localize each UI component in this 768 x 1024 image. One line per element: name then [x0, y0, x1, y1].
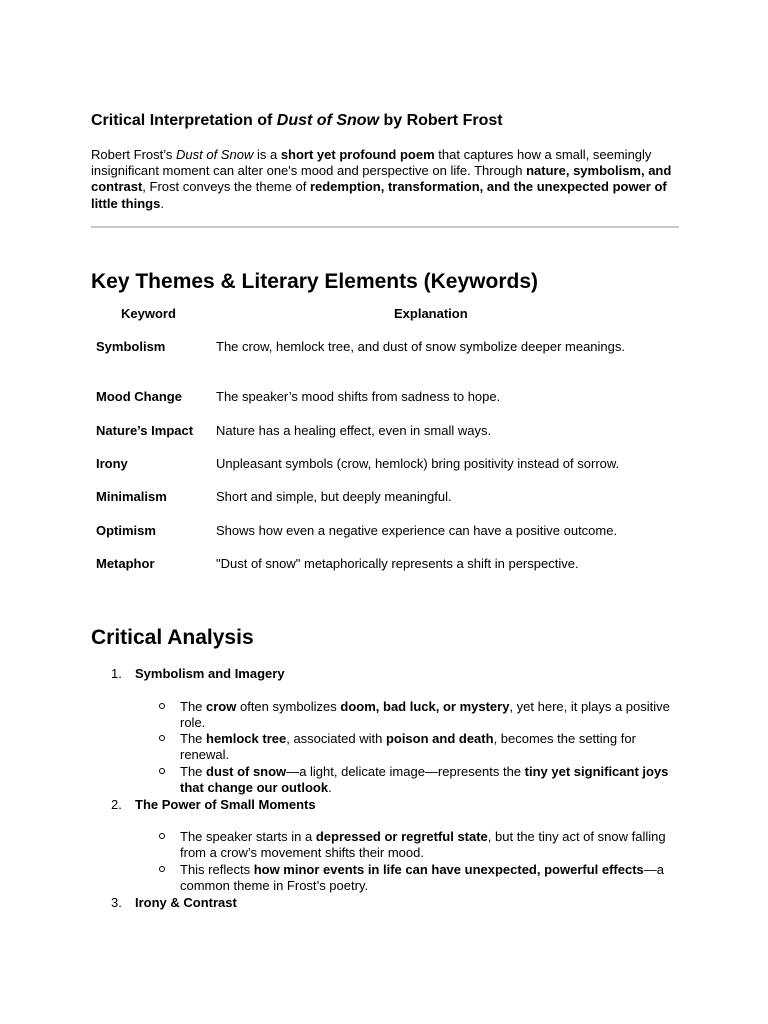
analysis-heading: Critical Analysis: [91, 626, 254, 649]
intro-text: , Frost conveys the theme of: [142, 179, 310, 195]
list-number: 3.: [111, 895, 122, 910]
circle-bullet-icon: [159, 768, 165, 774]
explanation-cell: "Dust of snow" metaphorically represents a shift in perspective.: [216, 556, 579, 571]
horizontal-divider: [91, 226, 679, 228]
keyword-cell: Metaphor: [96, 556, 155, 571]
intro-text: is a: [253, 147, 281, 162]
explanation-cell: Unpleasant symbols (crow, hemlock) bring positivity instead of sorrow.: [216, 456, 620, 471]
intro-emphasis: nature, symbolism, and contrast: [91, 163, 672, 195]
intro-emphasis: redemption, transformation, and the unexpected power of little things: [91, 179, 667, 211]
bullet-text: The hemlock tree, associated with poison and death, becomes the setting for renewal.: [180, 731, 636, 763]
bullet-text: The dust of snow—a light, delicate image—represents the tiny yet significant joys that change our outlook.: [180, 764, 669, 796]
circle-bullet-icon: [159, 866, 165, 872]
intro-text: that captures how a small, seemingly insignificant moment can alter one's mood and perspective on life. Through: [91, 147, 652, 179]
explanation-cell: The speaker’s mood shifts from sadness to hope.: [216, 389, 501, 404]
circle-bullet-icon: [159, 735, 165, 741]
title-suffix: by Robert Frost: [379, 112, 503, 129]
keyword-cell: Symbolism: [96, 339, 166, 354]
list-label: Symbolism and Imagery: [135, 666, 285, 681]
list-label: The Power of Small Moments: [135, 797, 316, 812]
explanation-cell: Shows how even a negative experience can have a positive outcome.: [216, 523, 618, 538]
document-title: [91, 111, 503, 131]
explanation-cell: Short and simple, but deeply meaningful.: [216, 489, 452, 504]
intro-work-title: Dust of Snow: [176, 147, 254, 162]
list-label: Irony & Contrast: [135, 895, 237, 910]
keyword-column-header: Keyword: [121, 306, 176, 321]
title-prefix: Critical Interpretation of: [91, 112, 277, 129]
circle-bullet-icon: [159, 703, 165, 709]
list-number: 1.: [111, 666, 122, 681]
explanation-cell: The crow, hemlock tree, and dust of snow symbolize deeper meanings.: [216, 339, 625, 354]
intro-text: Robert Frost’s: [91, 147, 177, 162]
circle-bullet-icon: [159, 833, 165, 839]
keyword-cell: Nature’s Impact: [96, 423, 194, 438]
bullet-text: This reflects how minor events in life can have unexpected, powerful effects—a common theme in Frost’s poetry.: [180, 862, 665, 894]
list-number: 2.: [111, 797, 122, 812]
themes-heading: Key Themes & Literary Elements (Keywords): [91, 270, 538, 293]
explanation-column-header: Explanation: [394, 306, 468, 321]
intro-emphasis: short yet profound poem: [280, 147, 435, 162]
keyword-cell: Irony: [96, 456, 128, 471]
bullet-text: The speaker starts in a depressed or regretful state, but the tiny act of snow falling from a crow’s movement shifts their mood.: [180, 829, 666, 861]
keyword-cell: Minimalism: [96, 489, 167, 504]
bullet-text: The crow often symbolizes doom, bad luck, or mystery, yet here, it plays a positive role.: [180, 699, 670, 731]
title-work: Dust of Snow: [276, 112, 380, 129]
keyword-cell: Optimism: [96, 523, 156, 538]
keyword-cell: Mood Change: [96, 389, 182, 404]
intro-paragraph: [91, 147, 679, 212]
intro-text: .: [160, 195, 164, 211]
explanation-cell: Nature has a healing effect, even in small ways.: [216, 423, 492, 438]
